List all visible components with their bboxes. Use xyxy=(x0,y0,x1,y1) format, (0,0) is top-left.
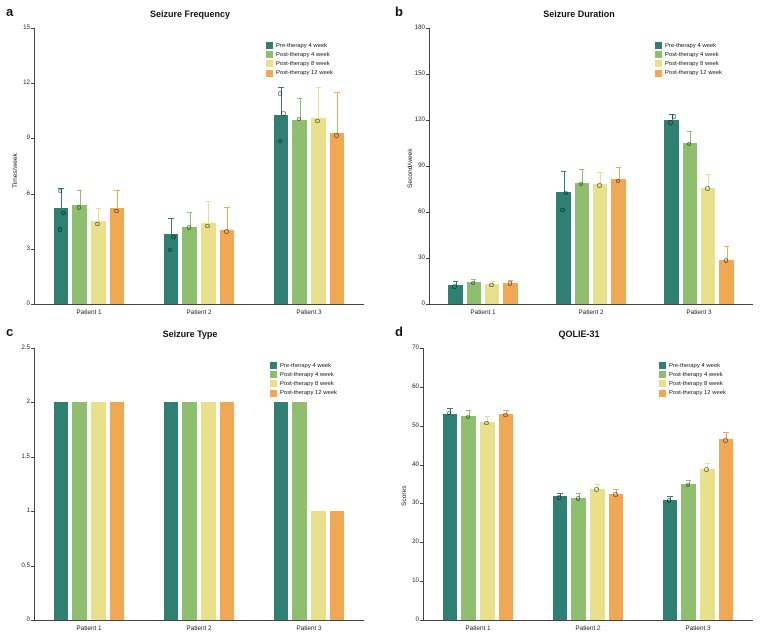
x-axis xyxy=(34,304,364,305)
error-bar-cap xyxy=(705,474,710,475)
y-tick xyxy=(31,620,34,621)
y-tick xyxy=(31,138,34,139)
legend-swatch-icon xyxy=(270,390,277,397)
bar xyxy=(664,120,678,304)
legend-item xyxy=(655,42,722,49)
bar xyxy=(611,179,625,304)
error-bar-cap xyxy=(706,201,711,202)
legend-label: Pre-therapy 4 week xyxy=(276,42,328,49)
legend-label: Post-therapy 12 week xyxy=(665,70,722,77)
x-tick-label: Patient 1 xyxy=(465,625,491,632)
data-point xyxy=(95,222,100,227)
y-tick xyxy=(31,28,34,29)
error-bar-cap xyxy=(96,208,101,209)
panel-title-b: Seizure Duration xyxy=(543,9,615,19)
bar xyxy=(663,500,678,621)
error-bar-cap xyxy=(334,92,339,93)
error-bar-cap xyxy=(316,149,321,150)
bar xyxy=(182,402,197,620)
bar xyxy=(683,143,697,304)
y-tick-label: 60 xyxy=(412,382,419,390)
bar xyxy=(701,188,715,305)
y-tick-label: 150 xyxy=(414,70,425,77)
y-tick xyxy=(426,304,429,305)
bar xyxy=(553,496,568,620)
error-bar-cap xyxy=(613,498,618,499)
legend-label: Pre-therapy 4 week xyxy=(669,362,721,369)
data-point xyxy=(668,120,673,125)
error-bar-cap xyxy=(490,281,495,282)
legend-item xyxy=(270,390,337,397)
error-bar-cap xyxy=(616,167,621,168)
error-bar-cap xyxy=(723,432,728,433)
legend-swatch-icon xyxy=(266,60,273,67)
data-point xyxy=(594,487,599,492)
error-bar-cap xyxy=(224,254,229,255)
bar xyxy=(72,402,87,620)
legend-item xyxy=(270,362,337,369)
data-point xyxy=(560,208,565,213)
error-bar-cap xyxy=(579,169,584,170)
legend-item xyxy=(659,362,726,369)
y-tick-label: 40 xyxy=(412,460,419,468)
y-tick xyxy=(420,426,423,427)
error-bar-cap xyxy=(485,416,490,417)
error-bar-cap xyxy=(724,246,729,247)
legend-swatch-icon xyxy=(659,380,666,387)
error-bar-cap xyxy=(723,447,728,448)
bar xyxy=(575,183,589,304)
legend-swatch-icon xyxy=(266,70,273,77)
y-tick-label: 2 xyxy=(26,398,30,406)
legend-item xyxy=(270,371,337,378)
y-axis xyxy=(34,348,35,620)
y-axis xyxy=(34,28,35,304)
y-tick xyxy=(31,566,34,567)
y-tick xyxy=(426,212,429,213)
error-bar-cap xyxy=(316,87,321,88)
error-bar-cap xyxy=(503,410,508,411)
y-tick xyxy=(426,28,429,29)
panel-title-d: QOLIE-31 xyxy=(558,329,600,339)
y-tick xyxy=(31,249,34,250)
data-point xyxy=(484,421,489,426)
legend-label: Post-therapy 8 week xyxy=(276,60,330,67)
error-bar-cap xyxy=(490,287,495,288)
error-bar-cap xyxy=(557,493,562,494)
y-tick-label: 0.5 xyxy=(21,561,30,569)
y-tick xyxy=(420,620,423,621)
bar xyxy=(719,439,734,620)
data-point xyxy=(171,235,176,240)
error-bar-cap xyxy=(706,174,711,175)
y-axis xyxy=(423,348,424,620)
bar xyxy=(590,489,605,620)
legend-item xyxy=(270,380,337,387)
error-bar-cap xyxy=(598,172,603,173)
panel-letter-a: a xyxy=(6,4,14,19)
y-tick-label: 9 xyxy=(26,134,30,142)
data-point xyxy=(114,209,119,214)
legend-swatch-icon xyxy=(270,362,277,369)
legend-swatch-icon xyxy=(659,362,666,369)
x-tick-label: Patient 1 xyxy=(76,625,102,632)
y-tick xyxy=(426,166,429,167)
error-bar-cap xyxy=(297,98,302,99)
legend-item xyxy=(266,60,333,67)
error-bar-cap xyxy=(187,212,192,213)
data-point xyxy=(205,224,210,229)
y-tick xyxy=(31,457,34,458)
error-bar-cap xyxy=(334,173,339,174)
legend-c xyxy=(270,362,337,399)
data-point xyxy=(613,492,618,497)
error-bar-cap xyxy=(466,410,471,411)
bar xyxy=(593,184,607,304)
error-bar-cap xyxy=(297,142,302,143)
x-axis xyxy=(429,304,753,305)
panel-title-a: Seizure Frequency xyxy=(149,9,231,19)
y-tick-label: 70 xyxy=(412,344,419,351)
legend-a xyxy=(266,42,333,79)
legend-item xyxy=(659,380,726,387)
error-bar-cap xyxy=(686,480,691,481)
y-tick xyxy=(31,348,34,349)
error-bar-cap xyxy=(447,420,452,421)
legend-label: Post-therapy 12 week xyxy=(280,390,337,397)
y-tick-label: 20 xyxy=(412,538,419,546)
legend-swatch-icon xyxy=(655,70,662,77)
error-bar-cap xyxy=(579,197,584,198)
y-tick-label: 180 xyxy=(414,24,425,31)
legend-item xyxy=(659,390,726,397)
error-bar-cap xyxy=(206,201,211,202)
legend-label: Pre-therapy 4 week xyxy=(280,362,332,369)
x-tick-label: Patient 3 xyxy=(686,309,712,316)
legend-label: Post-therapy 4 week xyxy=(280,371,334,378)
x-tick-label: Patient 1 xyxy=(470,309,496,316)
error-bar-cap xyxy=(96,234,101,235)
legend-label: Post-therapy 8 week xyxy=(669,380,723,387)
x-tick-label: Patient 1 xyxy=(76,309,102,316)
legend-b xyxy=(655,42,722,79)
panel-letter-d: d xyxy=(395,324,403,339)
y-tick-label: 1.5 xyxy=(21,452,30,460)
error-bar-cap xyxy=(667,496,672,497)
error-bar-cap xyxy=(77,219,82,220)
y-tick-label: 120 xyxy=(414,116,425,123)
bar xyxy=(461,416,476,620)
data-point xyxy=(723,438,728,443)
y-tick xyxy=(420,503,423,504)
error-bar-cap xyxy=(206,245,211,246)
panel-letter-b: b xyxy=(395,4,403,19)
bar xyxy=(54,402,69,620)
y-tick xyxy=(31,83,34,84)
y-tick-label: 0 xyxy=(26,616,30,623)
error-bar-cap xyxy=(187,241,192,242)
legend-label: Post-therapy 4 week xyxy=(276,51,330,58)
data-point xyxy=(724,258,729,263)
data-point xyxy=(672,114,677,119)
legend-item xyxy=(266,42,333,49)
x-tick-label: Patient 3 xyxy=(296,309,322,316)
panel-letter-c: c xyxy=(6,324,14,339)
data-point xyxy=(704,467,709,472)
y-tick xyxy=(426,258,429,259)
data-point xyxy=(597,183,602,188)
panel-seizure-duration xyxy=(389,0,778,330)
data-point xyxy=(224,229,229,234)
x-axis xyxy=(34,620,364,621)
error-bar-cap xyxy=(705,463,710,464)
legend-label: Post-therapy 4 week xyxy=(669,371,723,378)
error-bar-cap xyxy=(724,273,729,274)
error-bar-cap xyxy=(77,190,82,191)
y-tick xyxy=(420,581,423,582)
legend-item xyxy=(659,371,726,378)
y-tick-label: 30 xyxy=(418,254,425,261)
error-bar-cap xyxy=(466,422,471,423)
data-point xyxy=(705,186,710,191)
bar xyxy=(330,511,345,620)
legend-label: Post-therapy 8 week xyxy=(280,380,334,387)
legend-d xyxy=(659,362,726,399)
x-tick-label: Patient 2 xyxy=(186,625,212,632)
legend-swatch-icon xyxy=(655,42,662,49)
legend-item xyxy=(655,60,722,67)
error-bar-cap xyxy=(471,279,476,280)
x-axis xyxy=(423,620,753,621)
error-bar-cap xyxy=(595,493,600,494)
data-point xyxy=(315,119,320,124)
bar xyxy=(292,402,307,620)
error-bar-cap xyxy=(576,502,581,503)
y-tick-label: 60 xyxy=(418,208,425,215)
error-bar-cap xyxy=(561,214,566,215)
y-axis-label: Scores xyxy=(401,485,408,506)
error-bar-cap xyxy=(667,503,672,504)
y-tick-label: 0 xyxy=(421,300,425,307)
error-bar-cap xyxy=(224,207,229,208)
y-tick-label: 6 xyxy=(26,189,30,197)
error-bar-cap xyxy=(168,218,173,219)
y-tick-label: 3 xyxy=(26,244,30,252)
data-point xyxy=(616,179,621,184)
bar xyxy=(480,422,495,620)
legend-item xyxy=(266,70,333,77)
y-tick-label: 30 xyxy=(412,499,419,507)
x-tick-label: Patient 3 xyxy=(296,625,322,632)
data-point xyxy=(77,205,82,210)
data-point xyxy=(452,284,457,289)
y-tick-label: 15 xyxy=(23,24,30,31)
data-point xyxy=(334,133,339,138)
y-tick xyxy=(31,511,34,512)
y-tick xyxy=(31,304,34,305)
panel-seizure-frequency xyxy=(0,0,389,330)
error-bar-cap xyxy=(485,428,490,429)
error-bar-cap xyxy=(669,126,674,127)
legend-swatch-icon xyxy=(266,42,273,49)
bar xyxy=(311,511,326,620)
bar xyxy=(609,494,624,620)
y-tick xyxy=(420,387,423,388)
x-tick-label: Patient 2 xyxy=(575,625,601,632)
error-bar-cap xyxy=(687,131,692,132)
error-bar-cap xyxy=(598,197,603,198)
error-bar-cap xyxy=(114,190,119,191)
legend-swatch-icon xyxy=(659,371,666,378)
y-tick-label: 1 xyxy=(26,507,30,515)
error-bar-cap xyxy=(278,87,283,88)
bar xyxy=(220,402,235,620)
legend-swatch-icon xyxy=(655,51,662,58)
x-tick-label: Patient 3 xyxy=(685,625,711,632)
y-tick-label: 12 xyxy=(23,79,30,87)
y-tick xyxy=(426,120,429,121)
y-tick-label: 10 xyxy=(412,577,419,585)
y-tick xyxy=(31,402,34,403)
error-bar-cap xyxy=(613,489,618,490)
y-tick xyxy=(420,465,423,466)
x-tick-label: Patient 2 xyxy=(578,309,604,316)
error-bar-cap xyxy=(503,418,508,419)
y-tick-label: 2.5 xyxy=(21,344,30,351)
data-point xyxy=(281,111,286,116)
bar xyxy=(164,402,179,620)
data-point xyxy=(187,225,192,230)
y-tick-label: 0 xyxy=(415,616,419,623)
legend-swatch-icon xyxy=(270,380,277,387)
y-axis xyxy=(429,28,430,304)
y-tick xyxy=(420,348,423,349)
error-bar-cap xyxy=(687,155,692,156)
legend-label: Post-therapy 8 week xyxy=(665,60,719,67)
bar xyxy=(201,402,216,620)
error-bar-cap xyxy=(447,408,452,409)
y-tick xyxy=(426,74,429,75)
y-tick xyxy=(420,542,423,543)
y-tick-label: 50 xyxy=(412,421,419,429)
bar xyxy=(443,414,458,620)
error-bar-cap xyxy=(557,500,562,501)
y-tick-label: 0 xyxy=(26,300,30,307)
data-point xyxy=(576,496,581,501)
bar xyxy=(91,402,106,620)
y-axis-label: Times/week xyxy=(12,153,19,188)
panel-qolie-31 xyxy=(389,320,778,640)
error-bar-cap xyxy=(576,493,581,494)
y-tick-label: 90 xyxy=(418,162,425,169)
y-tick xyxy=(31,194,34,195)
panel-seizure-type xyxy=(0,320,389,640)
legend-swatch-icon xyxy=(659,390,666,397)
error-bar-cap xyxy=(686,488,691,489)
data-point xyxy=(503,413,508,418)
bar xyxy=(700,469,715,621)
bar xyxy=(292,120,307,304)
panel-title-c: Seizure Type xyxy=(162,329,218,339)
legend-item xyxy=(655,70,722,77)
bar xyxy=(681,484,696,620)
error-bar-cap xyxy=(453,281,458,282)
bar xyxy=(571,498,586,620)
error-bar-cap xyxy=(114,227,119,228)
legend-swatch-icon xyxy=(655,60,662,67)
error-bar-cap xyxy=(595,484,600,485)
bar xyxy=(274,402,289,620)
x-tick-label: Patient 2 xyxy=(186,309,212,316)
bar xyxy=(110,402,125,620)
legend-label: Pre-therapy 4 week xyxy=(665,42,717,49)
legend-swatch-icon xyxy=(266,51,273,58)
legend-item xyxy=(266,51,333,58)
legend-label: Post-therapy 4 week xyxy=(665,51,719,58)
legend-swatch-icon xyxy=(270,371,277,378)
y-axis-label: Second/week xyxy=(407,148,414,188)
error-bar xyxy=(61,188,62,229)
error-bar-cap xyxy=(561,171,566,172)
error-bar-cap xyxy=(616,191,621,192)
bar xyxy=(499,414,514,620)
data-point xyxy=(508,281,513,286)
legend-item xyxy=(655,51,722,58)
legend-label: Post-therapy 12 week xyxy=(276,70,333,77)
legend-label: Post-therapy 12 week xyxy=(669,390,726,397)
